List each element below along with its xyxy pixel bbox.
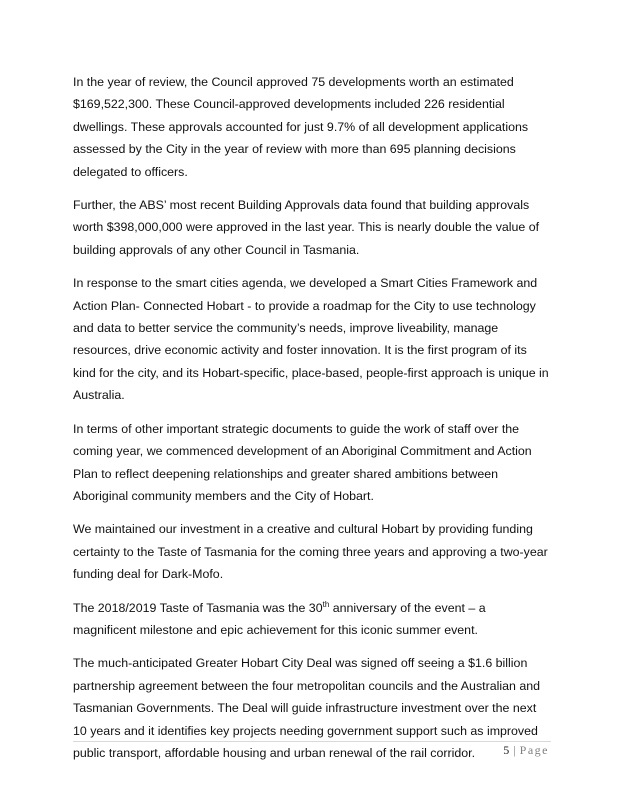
ordinal-superscript: th <box>322 599 330 609</box>
paragraph-creative-funding: We maintained our investment in a creative and cultural Hobart by providing funding certainty to the Taste of Tasmania for the coming three years and approving a two-year funding deal for Dark-Mofo. <box>73 522 548 582</box>
paragraph-city-deal: The much-anticipated Greater Hobart City Deal was signed off seeing a $1.6 billion partnership agreement between the four metropolitan councils and the Australian and Tasmanian Governments. The Deal will guide infrastructure investment over the next 10 years and it identifies key projects needing government support such as improved public transport, affordable housing and urban renewal of the rail corridor. <box>73 656 541 760</box>
page-label: Page <box>519 743 549 757</box>
page-footer <box>503 742 549 758</box>
paragraph-development-approvals: In the year of review, the Council approved 75 developments worth an estimated $169,522,300. These Council-approved developments included 226 residential dwellings. These approvals accounted for just 9.7% of all development applications assessed by the City in the year of review with more than 695 planning decisions delegated to officers. <box>73 75 529 179</box>
footer-divider <box>73 741 551 742</box>
paragraph-building-approvals: Further, the ABS’ most recent Building Approvals data found that building approvals worth $398,000,000 were approved in the last year. This is nearly double the value of building approvals of any other Council in Tasmania. <box>73 198 540 257</box>
paragraph-taste-of-tasmania <box>73 597 551 642</box>
taste-text-after: anniversary of the event – a magnificent milestone and epic achievement for this iconic summer event. <box>73 600 486 637</box>
paragraph-aboriginal-commitment: In terms of other important strategic documents to guide the work of staff over the coming year, we commenced development of an Aboriginal Commitment and Action Plan to reflect deepening relationships and greater shared ambitions between Aboriginal community members and the City of Hobart. <box>73 421 532 503</box>
taste-text-before: The 2018/2019 Taste of Tasmania was the 30 <box>73 600 323 615</box>
page-number: 5 <box>503 743 510 757</box>
footer-separator: | <box>513 743 516 757</box>
paragraph-smart-cities: In response to the smart cities agenda, we developed a Smart Cities Framework and Action Plan- Connected Hobart - to provide a roadmap for the City to use technology and data to better service the community’s needs, improve liveability, manage resources, drive economic activity and foster innovation. It is the first program of its kind for the city, and its Hobart-specific, place-based, people-first approach is unique in Australia. <box>73 276 549 403</box>
page-body <box>73 71 551 775</box>
